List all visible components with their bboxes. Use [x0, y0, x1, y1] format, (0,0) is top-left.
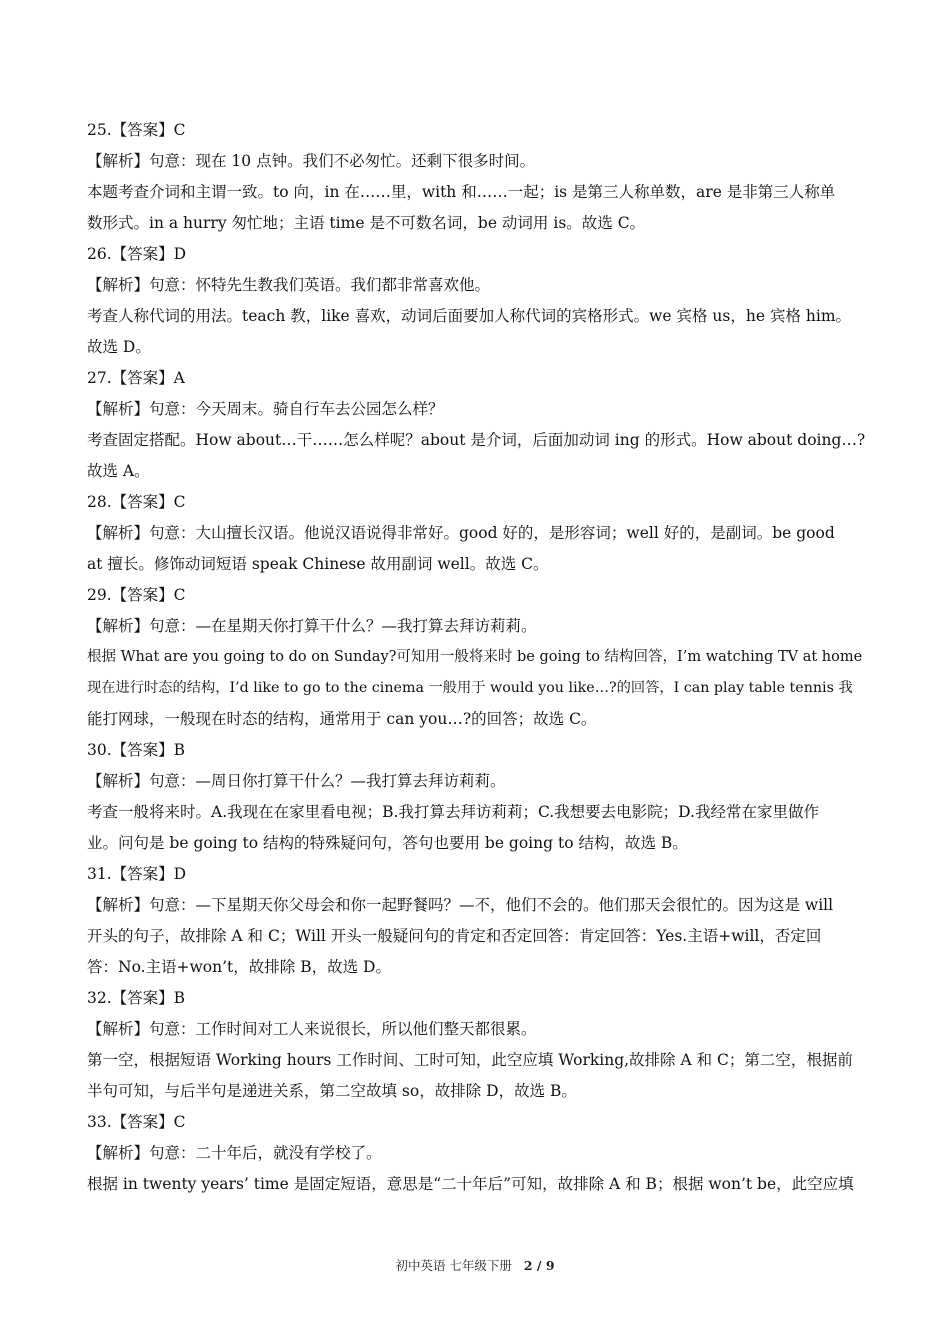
explanation-25-line-2: 数形式。in a hurry 匆忙地；主语 time 是不可数名词，be 动词用 is。故选 C。: [87, 214, 646, 232]
footer-subject: 初中英语 七年级下册: [395, 1258, 512, 1273]
explanation-29-line-2: 现在进行时态的结构，I’d like to go to the cinema 一般用于 would you like…?的回答，I can play table tennis 我: [87, 680, 853, 696]
explanation-32-line-1: 第一空，根据短语 Working hours 工作时间、工时可知，此空应填 Working,故排除 A 和 C；第二空，根据前: [87, 1051, 853, 1069]
page-number-total: 9: [545, 1258, 555, 1273]
analysis-25: 【解析】句意：现在 10 点钟。我们不必匆忙。还剩下很多时间。: [87, 152, 536, 170]
explanation-29-line-3: 能打网球，一般现在时态的结构，通常用于 can you…?的回答；故选 C。: [87, 710, 597, 728]
analysis-31-line-1: 【解析】句意：—下星期天你父母会和你一起野餐吗？—不，他们不会的。他们那天会很忙的。因为这是 will: [87, 896, 834, 914]
explanation-29-line-1: 根据 What are you going to do on Sunday?可知用一般将来时 be going to 结构回答，I’m watching TV at home: [87, 649, 863, 665]
answer-heading-28: 28.【答案】C: [87, 493, 186, 511]
answer-heading-29: 29.【答案】C: [87, 586, 186, 604]
explanation-30-line-2: 业。问句是 be going to 结构的特殊疑问句，答句也要用 be going to 结构，故选 B。: [87, 834, 688, 852]
answer-heading-25: 25.【答案】C: [87, 121, 186, 139]
analysis-27: 【解析】句意：今天周末。骑自行车去公园怎么样？: [87, 400, 444, 418]
explanation-25-line-1: 本题考查介词和主谓一致。to 向，in 在……里，with 和……一起；is 是第三人称单数，are 是非第三人称单: [87, 183, 836, 201]
document-body: [87, 115, 865, 1200]
explanation-32-line-2: 半句可知，与后半句是递进关系，第二空故填 so，故排除 D，故选 B。: [87, 1082, 577, 1100]
analysis-28-line-1: 【解析】句意：大山擅长汉语。他说汉语说得非常好。good 好的，是形容词；well 好的，是副词。be good: [87, 524, 835, 542]
answer-heading-27: 27.【答案】A: [87, 369, 185, 387]
answer-heading-32: 32.【答案】B: [87, 989, 186, 1007]
analysis-26: 【解析】句意：怀特先生教我们英语。我们都非常喜欢他。: [87, 276, 491, 294]
explanation-26-line-2: 故选 D。: [87, 338, 151, 356]
explanation-33-line-1: 根据 in twenty years’ time 是固定短语，意思是“二十年后”可知，故排除 A 和 B；根据 won’t be，此空应填: [87, 1175, 854, 1193]
analysis-31-line-2: 开头的句子，故排除 A 和 C；Will 开头一般疑问句的肯定和否定回答：肯定回答：Yes.主语+will，否定回: [87, 927, 822, 945]
page-number-separator: /: [532, 1258, 546, 1273]
analysis-31-line-3: 答：No.主语+won’t，故排除 B，故选 D。: [87, 958, 391, 976]
analysis-33: 【解析】句意：二十年后，就没有学校了。: [87, 1144, 382, 1162]
analysis-28-line-2: at 擅长。修饰动词短语 speak Chinese 故用副词 well。故选 C。: [87, 555, 549, 573]
analysis-29: 【解析】句意：—在星期天你打算干什么？—我打算去拜访莉莉。: [87, 617, 537, 635]
explanation-30-line-1: 考查一般将来时。A.我现在在家里看电视；B.我打算去拜访莉莉；C.我想要去电影院；D.我经常在家里做作: [87, 803, 819, 821]
explanation-26-line-1: 考查人称代词的用法。teach 教，like 喜欢，动词后面要加人称代词的宾格形式。we 宾格 us，he 宾格 him。: [87, 307, 852, 325]
answer-heading-33: 33.【答案】C: [87, 1113, 186, 1131]
analysis-30: 【解析】句意：—周日你打算干什么？—我打算去拜访莉莉。: [87, 772, 506, 790]
explanation-27-line-1: 考查固定搭配。How about…干……怎么样呢？about 是介词，后面加动词 ing 的形式。How about doing…?: [87, 431, 866, 449]
analysis-32: 【解析】句意：工作时间对工人来说很长，所以他们整天都很累。: [87, 1020, 537, 1038]
page-number-current: 2: [523, 1258, 533, 1273]
page-footer: [0, 1256, 950, 1274]
answer-heading-30: 30.【答案】B: [87, 741, 186, 759]
answer-heading-26: 26.【答案】D: [87, 245, 187, 263]
explanation-27-line-2: 故选 A。: [87, 462, 150, 480]
answer-heading-31: 31.【答案】D: [87, 865, 187, 883]
